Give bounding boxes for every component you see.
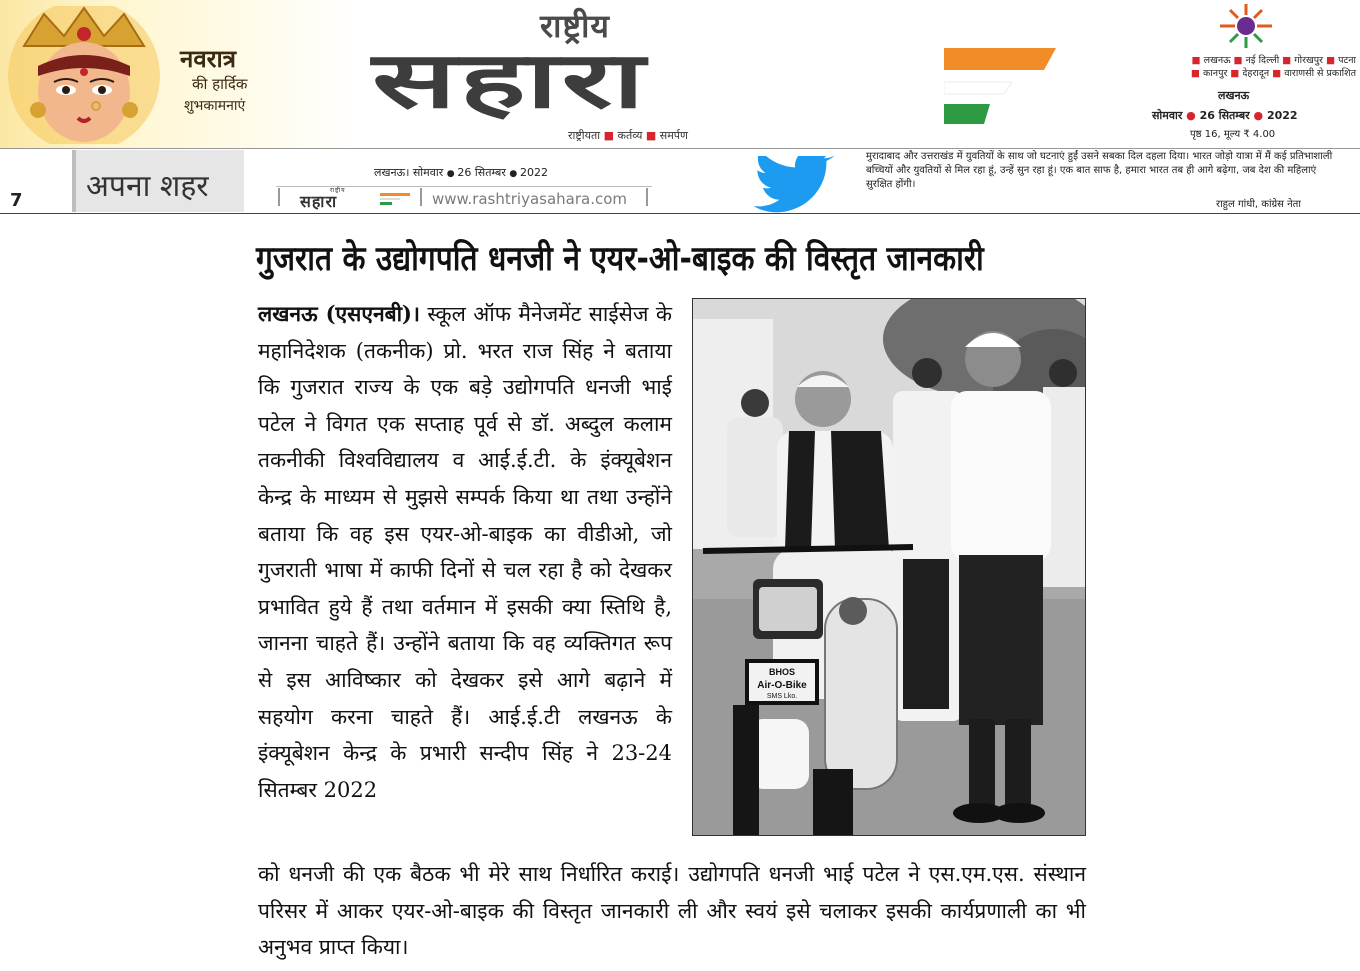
edition-line xyxy=(1134,54,1356,67)
edition-city: देहरादून xyxy=(1242,68,1270,79)
mini-newspaper-logo xyxy=(300,188,346,210)
dateline-city: लखनऊ। xyxy=(374,166,410,179)
article-byline: लखनऊ (एसएनबी)। xyxy=(258,301,420,326)
website-link[interactable]: www.rashtriyasahara.com xyxy=(432,190,628,208)
article-headline: गुजरात के उद्योगपति धनजी ने एयर-ओ-बाइक की विस्तृत जानकारी xyxy=(256,239,984,279)
ad-heading: नवरात्र xyxy=(180,44,236,73)
edition-day-month: 26 सितम्बर xyxy=(1199,109,1250,122)
bullet-icon: ■ xyxy=(645,129,660,142)
mini-logo-small: राष्ट्रीय xyxy=(330,187,346,194)
dateline-year: 2022 xyxy=(520,166,549,179)
dateline-date: 26 सितम्बर xyxy=(457,166,506,179)
edition-day: सोमवार xyxy=(1152,109,1183,122)
ad-subheading: की हार्दिक xyxy=(192,75,248,93)
edition-city: कानपुर xyxy=(1203,68,1228,79)
edition-list xyxy=(1134,54,1356,80)
page-count-price: पृष्ठ 16, मूल्य ₹ 4.00 xyxy=(1190,129,1276,140)
edition-city: नई दिल्ली xyxy=(1245,55,1280,66)
newspaper-name-small: राष्ट्रीय xyxy=(540,7,610,45)
tricolor-flag-mark xyxy=(944,48,1056,124)
bullet-icon: ■ xyxy=(1272,68,1285,79)
bullet-icon: ■ xyxy=(1326,55,1339,66)
plate-line-2: Air-O-Bike xyxy=(757,680,807,691)
tagline-item: राष्ट्रीयता xyxy=(568,129,601,142)
mini-logo-big: सहारा xyxy=(300,192,338,211)
strip-dateline xyxy=(374,165,548,180)
bullet-icon: ■ xyxy=(1191,55,1204,66)
air-o-bike-photo xyxy=(693,299,1086,836)
edition-year: 2022 xyxy=(1266,109,1298,122)
edition-city-name: लखनऊ xyxy=(1218,89,1250,102)
tweet-quote: मुरादाबाद और उत्तराखंड में युवतियों के साथ जो घटनाएं हुईं उसने सबका दिल दहला दिया। भारत जोड़ो यात्रा में मैं कई प्रतिभाशाली बच्चियों और युवतियों से मिल रहा हूं, उन्हें सुन रहा हूं। एक बात साफ है, हमारा भारत तब ही आगे बढ़ेगा, जब देश की महिलाएं सुरक्षित होंगी। xyxy=(866,151,1333,190)
tagline-item: समर्पण xyxy=(659,129,688,142)
article-photo xyxy=(692,298,1086,836)
masthead-tagline xyxy=(568,128,688,143)
divider xyxy=(420,188,422,206)
mini-flag-mark xyxy=(380,193,410,205)
edition-city: गोरखपुर xyxy=(1294,55,1324,66)
article-body-column xyxy=(258,296,672,808)
plate-line-1: BHOS xyxy=(768,667,796,677)
bullet-icon: ■ xyxy=(1191,68,1204,79)
article-body-continued: को धनजी की एक बैठक भी मेरे साथ निर्धारित कराई। उद्योगपति धनजी भाई पटेल ने एस.एम.एस. संस्थान परिसर में आकर एयर-ओ-बाइक की विस्तृत जानकारी ली और स्वयं इसे चलाकर इसकी कार्यप्रणाली का भी अनुभव प्राप्त किया। xyxy=(258,862,1086,960)
twitter-bird-icon xyxy=(744,156,840,214)
divider xyxy=(0,148,1360,149)
section-title: अपना शहर xyxy=(86,169,209,204)
divider xyxy=(278,188,280,206)
edition-city: पटना xyxy=(1338,55,1356,66)
tweet-author: राहुल गांधी, कांग्रेस नेता xyxy=(1216,199,1301,210)
divider xyxy=(0,213,1360,214)
masthead xyxy=(0,0,1360,148)
edition-date xyxy=(1152,108,1298,123)
bullet-icon: ■ xyxy=(1282,55,1295,66)
plate-line-3: SMS Lko. xyxy=(766,693,798,700)
edition-line xyxy=(1134,67,1356,80)
bullet-icon: ■ xyxy=(603,129,618,142)
bullet-icon: ● xyxy=(1186,109,1200,122)
page-number: 7 xyxy=(10,190,23,211)
edition-city: लखनऊ xyxy=(1203,55,1231,66)
goddess-durga-illustration xyxy=(4,6,164,144)
navratri-greeting-ad xyxy=(0,0,300,148)
tagline-item: कर्तव्य xyxy=(617,129,643,142)
sahara-logo-icon xyxy=(1210,2,1282,50)
divider xyxy=(646,188,648,206)
article-text: स्कूल ऑफ मैनेजमेंट साईसेज के महानिदेशक (तकनीक) प्रो. भरत राज सिंह ने बताया कि गुजरात राज्य के एक बड़े उद्योगपति धनजी भाई पटेल ने विगत एक सप्ताह पूर्व से डॉ. अब्दुल कलाम तकनीकी विश्वविद्यालय व आई.ई.टी. के इंक्यूबेशन केन्द्र के माध्यम से मुझसे सम्पर्क किया था तथा उन्होंने बताया कि वह इस एयर-ओ-बाइक का वीडीओ, जो गुजराती भाषा में काफी दिनों से चल रहा है को देखकर प्रभावित हुये हैं तथा वर्तमान में इसकी क्या स्तिथि है, जानना चाहते हैं। उन्होंने बताया कि वह व्यक्तिगत रूप से इस आविष्कार को देखकर इसे आगे बढ़ाने में सहयोग करना चाहते हैं। आई.ई.टी लखनऊ के इंक्यूबेशन केन्द्र के प्रभारी सन्दीप सिंह ने 23-24 सितम्बर 2022 xyxy=(258,302,672,802)
newspaper-name-logo: सहारा xyxy=(372,36,648,126)
bullet-icon: ● xyxy=(446,169,458,179)
bullet-icon: ■ xyxy=(1230,68,1243,79)
bullet-icon: ● xyxy=(509,169,521,179)
dateline-day: सोमवार xyxy=(412,166,444,179)
bullet-icon: ● xyxy=(1253,109,1267,122)
ad-greeting: शुभकामनाएं xyxy=(184,98,246,114)
edition-city: वाराणसी से प्रकाशित xyxy=(1284,68,1356,79)
bullet-icon: ■ xyxy=(1233,55,1246,66)
